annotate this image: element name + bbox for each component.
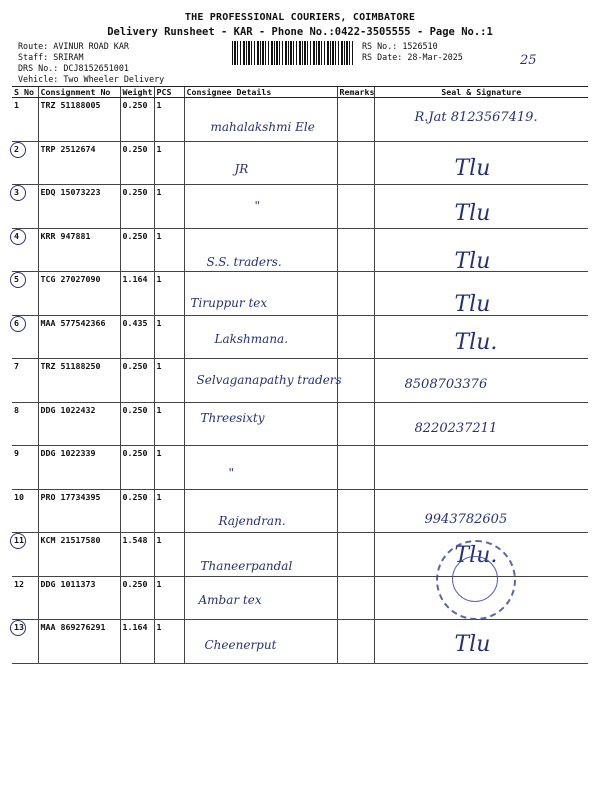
consignee-cell (184, 141, 337, 185)
sn-cell-text: 8 (14, 404, 19, 415)
weight-cell (120, 402, 154, 446)
consignee-handwriting: Thaneerpandal (200, 559, 293, 573)
weight-cell-text: 1.164 (122, 274, 148, 284)
weight-cell-text: 0.250 (122, 448, 148, 458)
circle-mark-icon (10, 142, 26, 158)
runsheet-subtitle: Delivery Runsheet - KAR - Phone No.:0422-3505555 - Page No.:1 (107, 26, 493, 38)
consignee-cell (184, 620, 337, 664)
weight-cell (120, 620, 154, 664)
consignee-cell (184, 359, 342, 403)
pcs-cell-text: 1 (156, 143, 162, 154)
table-row (12, 359, 588, 403)
signature-cell (374, 489, 588, 533)
weight-cell-text: 1.164 (122, 622, 148, 632)
pcs-cell-text: 1 (156, 361, 162, 371)
remarks-cell (337, 315, 374, 359)
consignee-handwriting: Selvaganapathy traders (196, 373, 342, 387)
consignee-handwriting: S.S. traders. (206, 254, 282, 269)
column-header: Weight (120, 87, 154, 98)
consignee-handwriting: Lakshmana. (214, 331, 289, 346)
pcs-cell-text: 1 (156, 622, 162, 632)
consignee-handwriting: Ambar tex (198, 592, 262, 607)
remarks-cell (337, 141, 374, 185)
signature-handwriting: Tlu (454, 155, 491, 181)
weight-cell (120, 359, 154, 403)
pcs-cell (154, 359, 184, 403)
staff-label: Staff: SRIRAM (18, 52, 84, 62)
column-header: S No (12, 87, 38, 98)
consignment-number (38, 315, 120, 359)
sn-cell-text: 9 (14, 448, 19, 458)
table-row (12, 272, 588, 316)
consignment-number-text: KCM 21517580 (40, 535, 101, 545)
sn-cell-text: 1 (14, 100, 19, 110)
column-header: Consignee Details (184, 87, 337, 98)
drs-number: DRS No.: DCJ8152651001 (18, 63, 129, 73)
signature-handwriting: 8220237211 (414, 420, 498, 436)
pcs-cell-text: 1 (156, 578, 162, 589)
pcs-cell (154, 228, 184, 272)
consignment-number-text: MAA 869276291 (40, 622, 106, 632)
weight-cell (120, 185, 154, 229)
weight-cell-text: 0.250 (122, 100, 148, 110)
consignment-number (38, 576, 120, 620)
table-row (12, 446, 588, 490)
signature-cell (374, 359, 588, 403)
barcode-image (232, 41, 354, 65)
consignment-number-text: MAA 577542366 (40, 317, 106, 328)
weight-cell (120, 272, 154, 316)
circle-mark-icon (10, 229, 26, 245)
consignee-handwriting: Tiruppur tex (190, 296, 268, 310)
signature-cell (374, 141, 588, 185)
consignment-number-text: TCG 27027090 (40, 274, 101, 284)
pcs-cell-text: 1 (156, 230, 162, 241)
consignee-cell (184, 402, 337, 446)
pcs-cell (154, 533, 184, 577)
sn-cell (12, 620, 38, 664)
pcs-cell-text: 1 (156, 274, 162, 284)
signature-handwriting: 8508703376 (404, 377, 488, 392)
pcs-cell-text: 1 (156, 404, 162, 415)
consignee-handwriting: JR (234, 161, 249, 176)
table-row (12, 315, 588, 359)
signature-handwriting: Tlu (454, 248, 491, 274)
remarks-cell (337, 489, 374, 533)
sn-cell-text: 13 (14, 622, 24, 632)
consignment-number-text: TRZ 51188250 (40, 361, 101, 371)
pcs-cell-text: 1 (156, 491, 162, 502)
column-header: Consignment No (38, 87, 120, 98)
pcs-cell-text: 1 (156, 317, 162, 328)
column-header: PCS (154, 87, 184, 98)
pcs-cell (154, 620, 184, 664)
consignment-number (38, 402, 120, 446)
table-row (12, 402, 588, 446)
column-header: Remarks (337, 87, 374, 98)
route-label: Route: AVINUR ROAD KAR (18, 41, 129, 51)
consignee-handwriting: Threesixty (200, 410, 265, 425)
sn-cell (12, 489, 38, 533)
weight-cell-text: 0.250 (122, 404, 148, 415)
consignee-cell (184, 185, 337, 229)
pcs-cell (154, 272, 184, 316)
signature-cell (374, 402, 588, 446)
column-header: Seal & Signature (374, 87, 588, 98)
consignment-number-text: EDQ 15073223 (40, 187, 101, 197)
signature-handwriting: 9943782605 (424, 511, 508, 527)
consignment-number (38, 185, 120, 229)
sn-cell-text: 4 (14, 230, 19, 241)
pcs-cell-text: 1 (156, 448, 162, 458)
circle-mark-icon (10, 316, 26, 332)
consignment-number (38, 98, 120, 142)
consignment-number-text: PRO 17734395 (40, 491, 101, 502)
consignee-cell (184, 446, 337, 490)
circle-mark-icon (10, 272, 26, 288)
weight-cell-text: 1.548 (122, 535, 148, 545)
consignee-cell (184, 489, 337, 533)
pcs-cell (154, 402, 184, 446)
remarks-cell (337, 272, 374, 316)
signature-cell (374, 185, 588, 229)
table-row (12, 620, 588, 664)
sn-cell-text: 2 (14, 143, 19, 154)
consignment-number-text: DDG 1011373 (40, 578, 96, 589)
table-row (12, 185, 588, 229)
sn-cell-text: 3 (14, 187, 19, 197)
consignee-handwriting: Cheenerput (204, 638, 277, 652)
sn-cell-text: 11 (14, 535, 24, 545)
vehicle-label: Vehicle: Two Wheeler Delivery (18, 74, 165, 84)
consignment-number (38, 141, 120, 185)
remarks-cell (337, 359, 374, 403)
weight-cell (120, 533, 154, 577)
signature-handwriting: Tlu (454, 632, 491, 657)
weight-cell (120, 489, 154, 533)
weight-cell (120, 98, 154, 142)
sn-cell (12, 533, 38, 577)
weight-cell-text: 0.250 (122, 187, 148, 197)
signature-cell (374, 98, 588, 142)
company-title: THE PROFESSIONAL COURIERS, COIMBATORE (184, 12, 416, 23)
pcs-cell (154, 185, 184, 229)
rs-number: RS No.: 1526510 (362, 41, 438, 51)
weight-cell (120, 141, 154, 185)
sn-cell-text: 6 (14, 317, 19, 328)
signature-handwriting: Tlu (454, 201, 491, 226)
pcs-cell (154, 98, 184, 142)
rs-date: RS Date: 28-Mar-2025 (362, 52, 463, 62)
sn-cell (12, 402, 38, 446)
table-row (12, 98, 588, 142)
consignment-number-text: KRR 947881 (40, 230, 91, 241)
consignment-number-text: TRP 2512674 (40, 143, 96, 154)
weight-cell-text: 0.250 (122, 578, 148, 589)
pcs-cell (154, 576, 184, 620)
consignee-handwriting: mahalakshmi Ele (210, 120, 315, 134)
consignee-cell (184, 98, 337, 142)
sn-cell (12, 446, 38, 490)
pcs-cell (154, 141, 184, 185)
consignment-number (38, 359, 120, 403)
sn-cell (12, 576, 38, 620)
weight-cell (120, 576, 154, 620)
consignment-number (38, 228, 120, 272)
consignee-cell (184, 228, 337, 272)
sn-cell (12, 228, 38, 272)
pcs-cell-text: 1 (156, 535, 162, 545)
remarks-cell (337, 576, 374, 620)
sn-cell (12, 98, 38, 142)
consignee-cell (184, 576, 337, 620)
weight-cell-text: 0.250 (122, 491, 148, 502)
company-seal-stamp (436, 540, 516, 620)
weight-cell-text: 0.250 (122, 143, 148, 154)
sn-cell-text: 5 (14, 274, 19, 284)
signature-cell (374, 272, 588, 316)
weight-cell-text: 0.435 (122, 317, 148, 328)
weight-cell-text: 0.250 (122, 230, 148, 241)
remarks-cell (337, 402, 374, 446)
consignment-number (38, 489, 120, 533)
remarks-cell (337, 228, 374, 272)
consignee-handwriting: Rajendran. (218, 513, 286, 528)
pcs-cell (154, 489, 184, 533)
remarks-cell (337, 446, 374, 490)
sn-cell (12, 141, 38, 185)
consignment-number-text: DDG 1022432 (40, 404, 96, 415)
weight-cell (120, 446, 154, 490)
signature-cell (374, 620, 588, 664)
consignment-number-text: DDG 1022339 (40, 448, 96, 458)
signature-cell (374, 446, 588, 490)
sn-cell-text: 7 (14, 361, 19, 371)
signature-handwriting: Tlu (454, 292, 491, 317)
pcs-cell-text: 1 (156, 187, 162, 197)
remarks-cell (337, 98, 374, 142)
consignee-handwriting: " (228, 466, 235, 480)
signature-handwriting: Tlu. (454, 543, 498, 568)
signature-handwriting: Tlu. (454, 329, 498, 355)
circle-mark-icon (10, 620, 26, 636)
circle-mark-icon (10, 533, 26, 549)
weight-cell (120, 228, 154, 272)
consignment-number (38, 620, 120, 664)
signature-handwriting: R.Jat 8123567419. (414, 110, 538, 125)
sn-cell (12, 185, 38, 229)
sn-cell (12, 272, 38, 316)
consignee-handwriting: " (254, 199, 261, 213)
consignment-number-text: TRZ 51188005 (40, 100, 101, 110)
consignee-cell (184, 272, 337, 316)
remarks-cell (337, 533, 374, 577)
pcs-cell-text: 1 (156, 100, 162, 110)
signature-cell (374, 228, 588, 272)
weight-cell (120, 315, 154, 359)
circle-mark-icon (10, 185, 26, 201)
pcs-cell (154, 315, 184, 359)
sn-cell-text: 12 (14, 578, 24, 589)
corner-handwritten-note: 25 (520, 53, 537, 68)
table-row (12, 228, 588, 272)
weight-cell-text: 0.250 (122, 361, 148, 371)
pcs-cell (154, 446, 184, 490)
signature-cell (374, 315, 588, 359)
sn-cell (12, 315, 38, 359)
remarks-cell (337, 185, 374, 229)
table-header-row (12, 87, 588, 98)
consignment-number (38, 446, 120, 490)
remarks-cell (337, 620, 374, 664)
table-row (12, 489, 588, 533)
consignee-cell (184, 315, 337, 359)
consignment-number (38, 533, 120, 577)
table-row (12, 141, 588, 185)
consignment-number (38, 272, 120, 316)
sn-cell-text: 10 (14, 491, 24, 502)
consignee-cell (184, 533, 337, 577)
sn-cell (12, 359, 38, 403)
